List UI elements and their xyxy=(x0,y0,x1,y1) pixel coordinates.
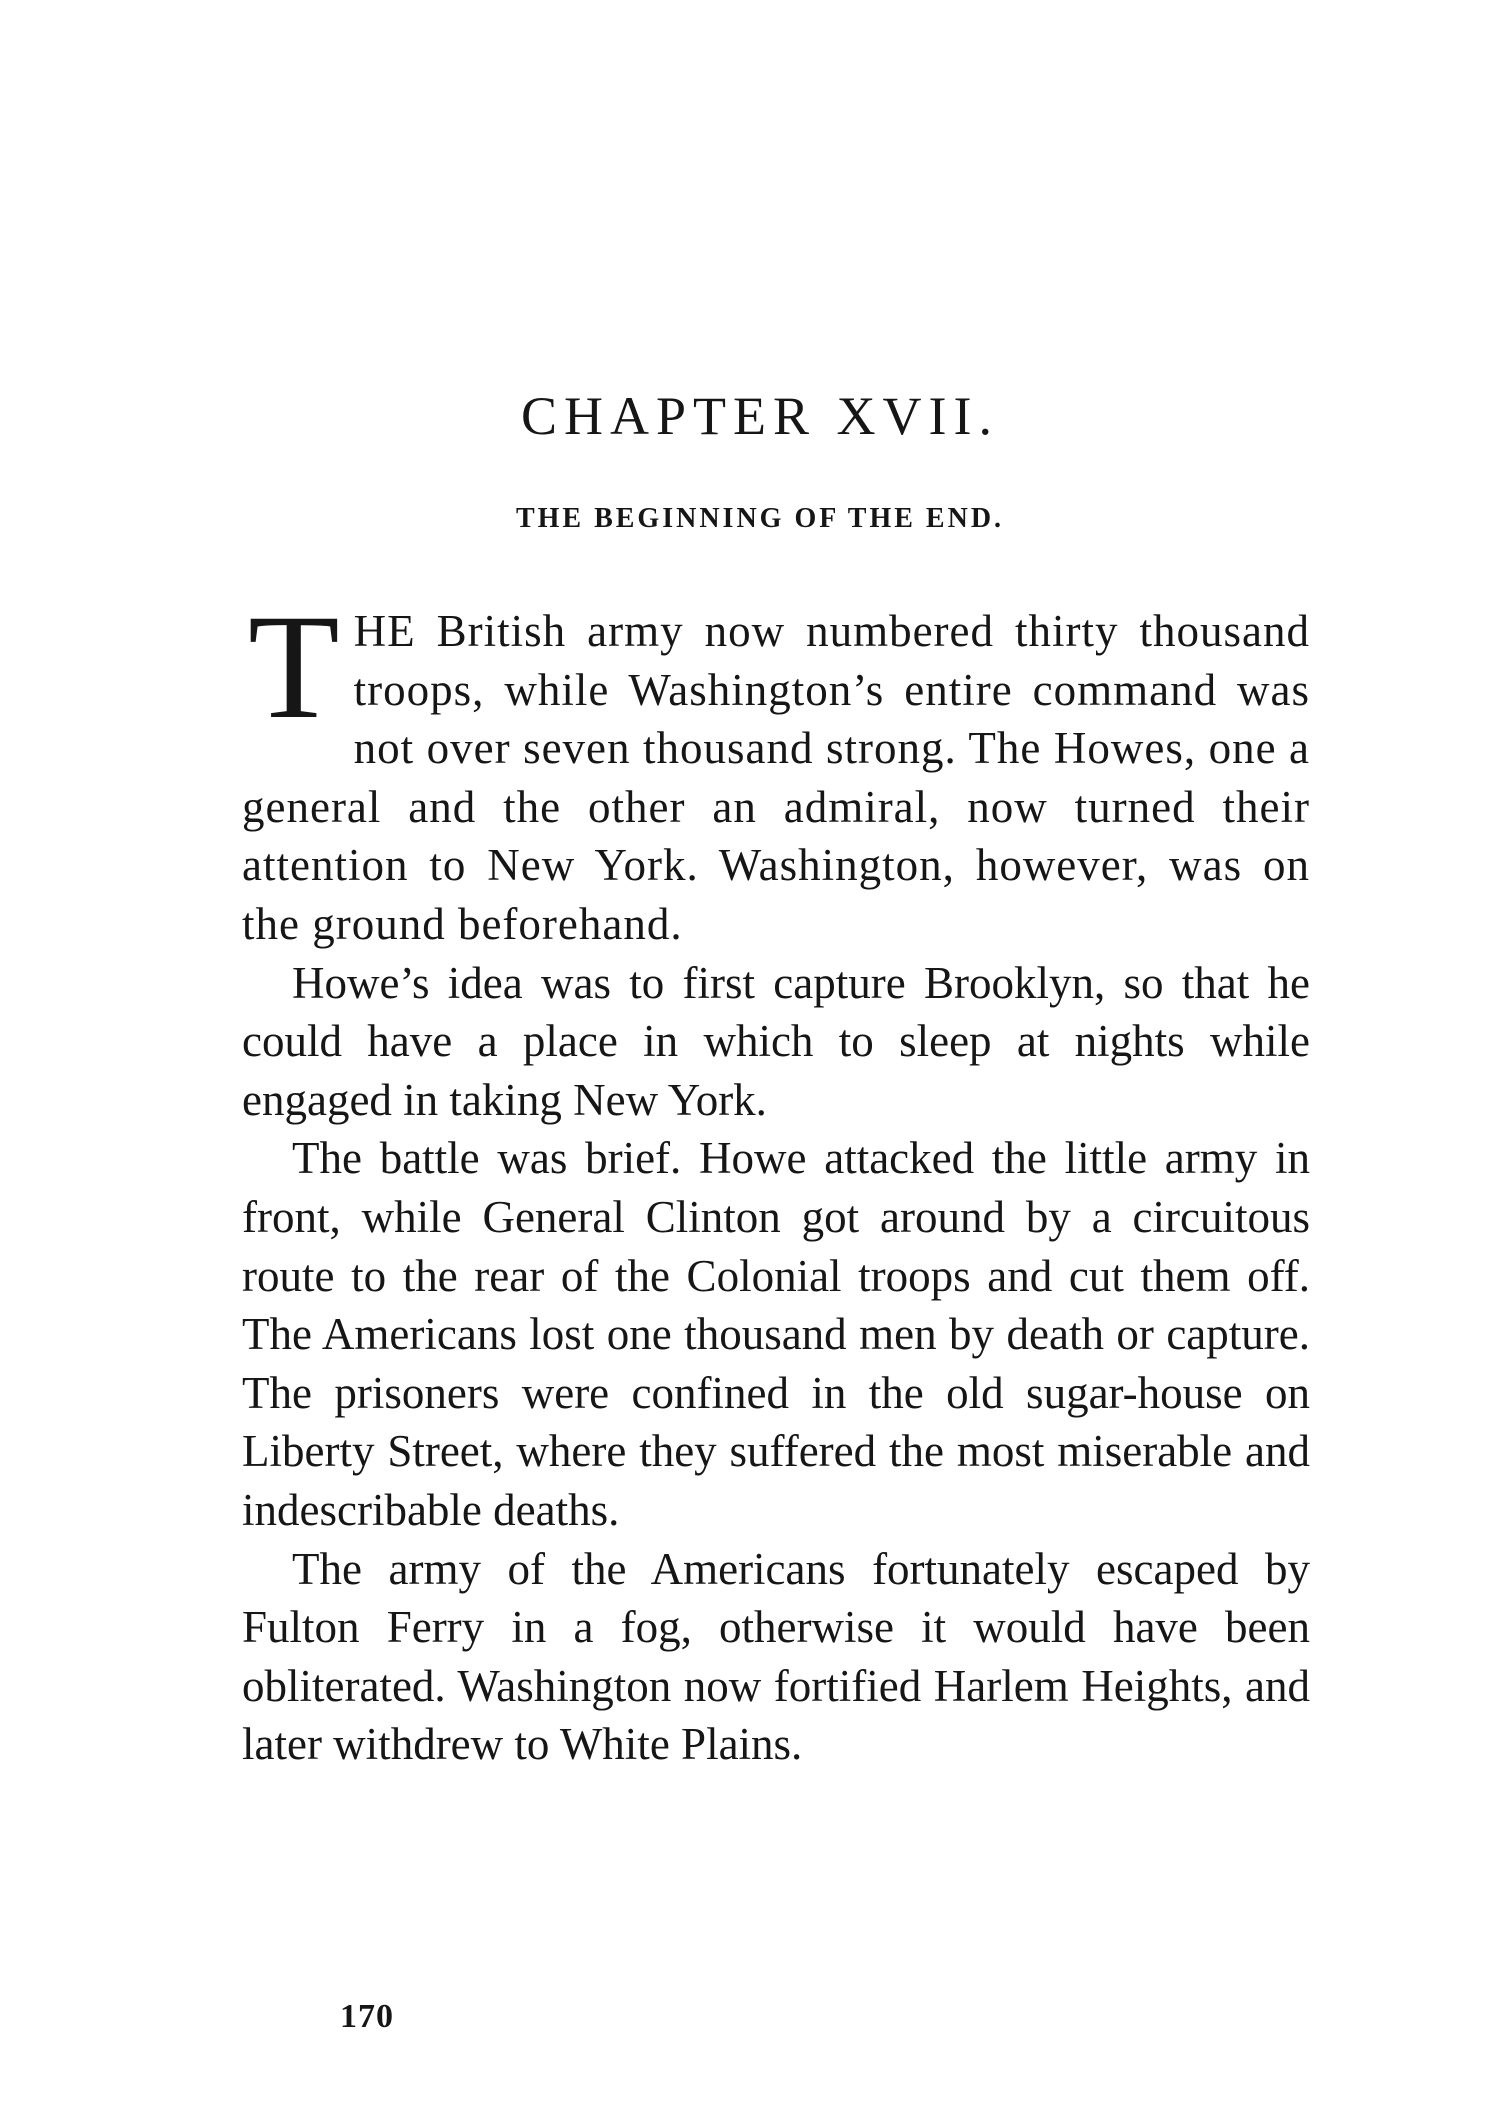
chapter-text xyxy=(242,584,1310,1774)
paragraph-4: The army of the Americans fortunately escaped by Fulton Ferry in a fog, otherwise it would have been obliterated. Washington now fortified Harlem Heights, and later withdrew to White Plains. xyxy=(242,1543,1310,1770)
paragraph-2: Howe’s idea was to first capture Brooklyn, so that he could have a place in which to sleep at nights while engaged in taking New York. xyxy=(242,957,1310,1125)
paragraph-3: The battle was brief. Howe attacked the little army in front, while General Clinton got around by a circuitous route to the rear of the Colonial troops and cut them off. The Americans lost one thousand men by death or capture. The prisoners were confined in the old sugar-house on Liberty Street, where they suffered the most miserable and indescribable deaths. xyxy=(242,1133,1310,1535)
chapter-heading: CHAPTER XVII. xyxy=(521,386,999,446)
page-number: 170 xyxy=(340,1998,394,2035)
drop-cap-letter: T xyxy=(248,584,340,750)
paragraph-1 xyxy=(242,584,1310,954)
paragraph-1-text: HE British army now numbered thirty thousand troops, while Washington’s entire command was not over seven thousand strong. The Howes, one a general and the other an admiral, now turned their attention to New York. Washington, however, was on the ground beforehand. xyxy=(242,606,1310,949)
chapter-subtitle: THE BEGINNING OF THE END. xyxy=(515,503,1005,534)
